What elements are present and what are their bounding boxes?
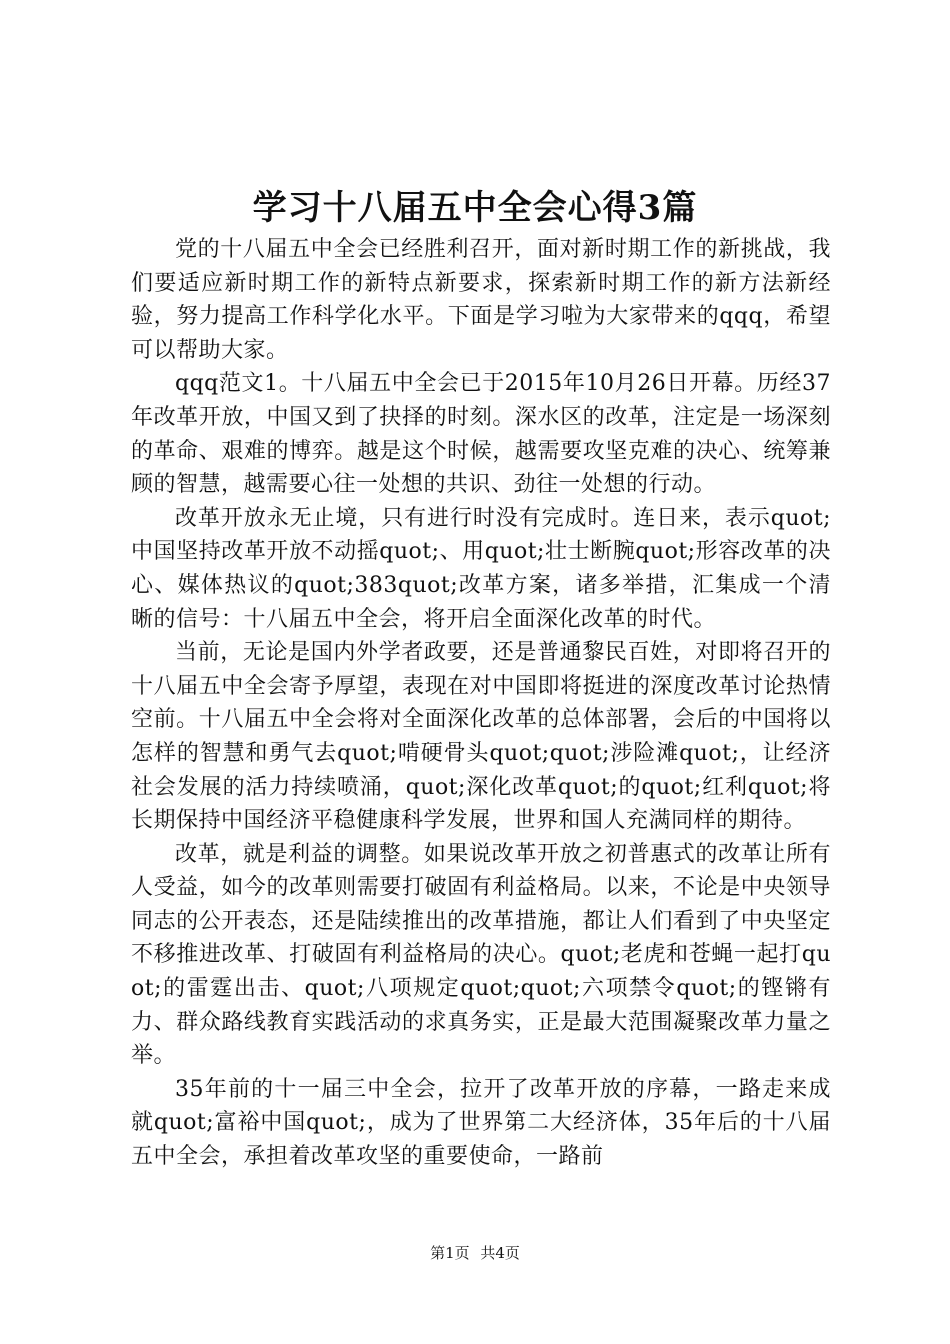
paragraph-history: 35年前的十一届三中全会，拉开了改革开放的序幕，一路走来成就quot;富裕中国quot;，成为了世界第二大经济体，35年后的十八届五中全会，承担着改革攻坚的重要使命，一路前 xyxy=(131,1076,831,1170)
page-footer xyxy=(0,1243,950,1263)
paragraph-interest-adjustment: 改革，就是利益的调整。如果说改革开放之初普惠式的改革让所有人受益，如今的改革则需要打破固有利益格局。以来，不论是中央领导同志的公开表态，还是陆续推出的改革措施，都让人们看到了中央坚定不移推进改革、打破固有利益格局的决心。quot;老虎和苍蝇一起打quot;的雷霆出击、quot;八项规定quot;quot;六项禁令quot;的铿锵有力、群众路线教育实践活动的求真务实，正是最大范围凝聚改革力量之举。 xyxy=(131,841,831,1069)
page-number: 第1页 xyxy=(430,1244,470,1262)
document-body xyxy=(131,233,831,1174)
document-title: 学习十八届五中全会心得3篇 xyxy=(252,188,698,228)
paragraph-sample-1: qqq范文1。十八届五中全会已于2015年10月26日开幕。历经37年改革开放，中国又到了抉择的时刻。深水区的改革，注定是一场深刻的革命、艰难的博弈。越是这个时候，越需要攻坚克难的决心、统筹兼顾的智慧，越需要心往一处想的共识、劲往一处想的行动。 xyxy=(131,371,831,498)
paragraph-expectations: 当前，无论是国内外学者政要，还是普通黎民百姓，对即将召开的十八届五中全会寄予厚望，表现在对中国即将挺进的深度改革讨论热情空前。十八届五中全会将对全面深化改革的总体部署，会后的中国将以怎样的智慧和勇气去quot;啃硬骨头quot;quot;涉险滩quot;，让经济社会发展的活力持续喷涌，quot;深化改革quot;的quot;红利quot;将长期保持中国经济平稳健康科学发展，世界和国人充满同样的期待。 xyxy=(131,640,831,834)
paragraph-intro: 党的十八届五中全会已经胜利召开，面对新时期工作的新挑战，我们要适应新时期工作的新特点新要求，探索新时期工作的新方法新经验，努力提高工作科学化水平。下面是学习啦为大家带来的qqq，希望可以帮助大家。 xyxy=(131,237,831,363)
page-total: 共4页 xyxy=(480,1244,520,1262)
paragraph-reform-signal: 改革开放永无止境，只有进行时没有完成时。连日来，表示quot;中国坚持改革开放不动摇quot;、用quot;壮士断腕quot;形容改革的决心、媒体热议的quot;383quot;改革方案，诸多举措，汇集成一个清晰的信号：十八届五中全会，将开启全面深化改革的时代。 xyxy=(131,505,831,632)
